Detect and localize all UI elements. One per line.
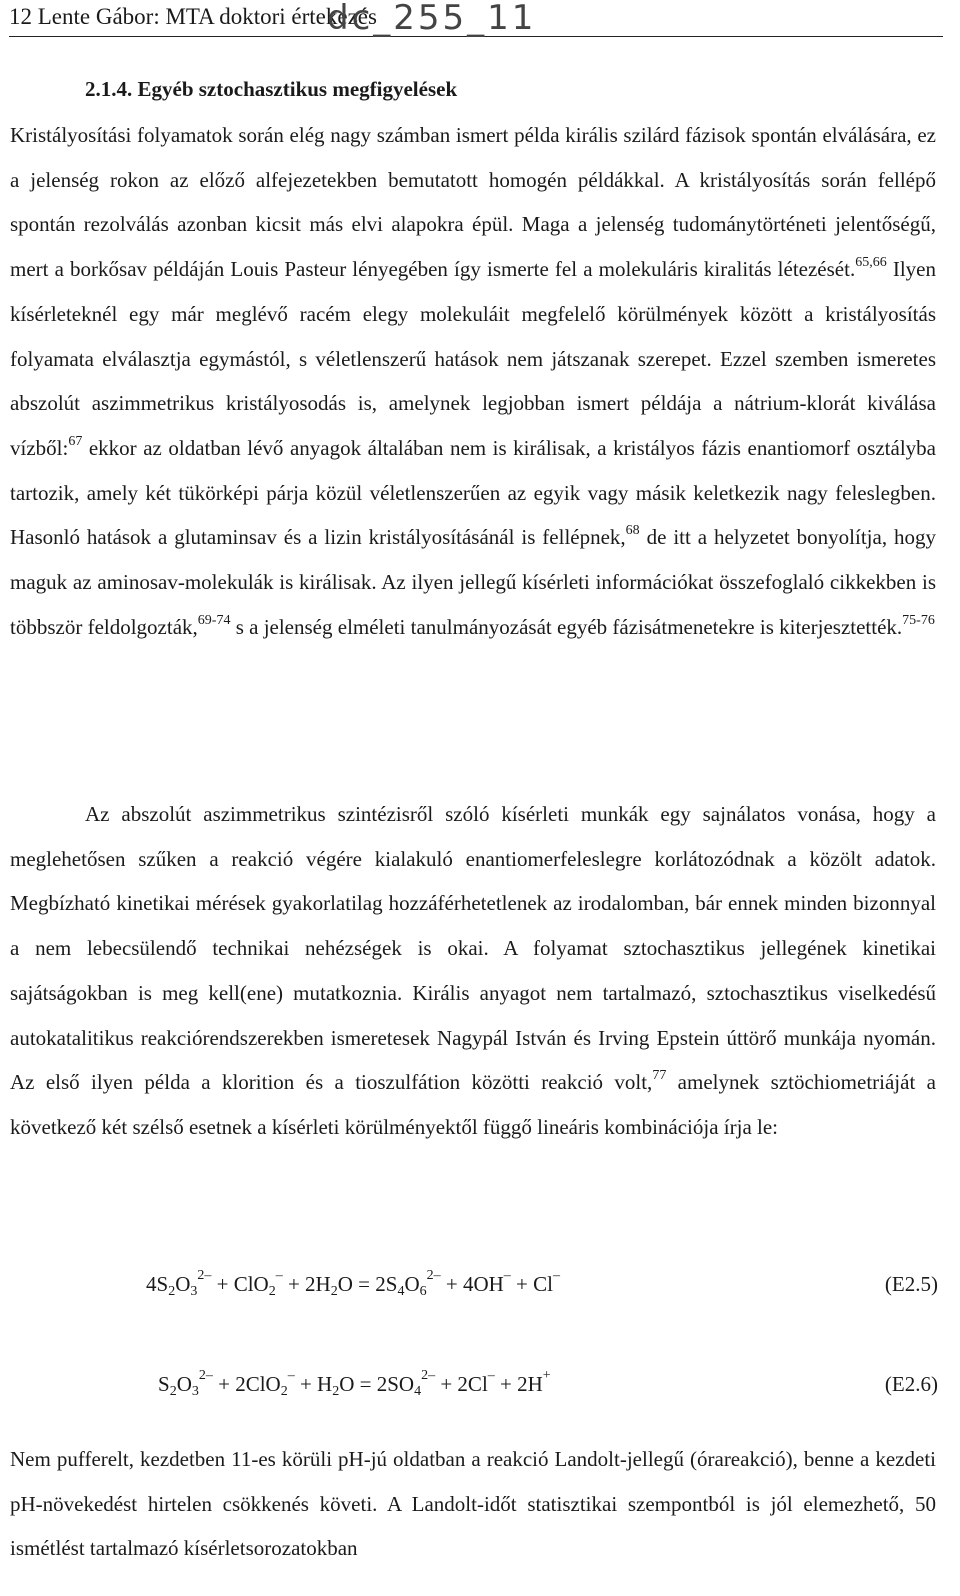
text-run: amelynek sztöchiometriáját a következő két szélső esetnek a kísérleti körülményektől függő lineáris kombinációja írja le: bbox=[10, 1070, 936, 1139]
citation: 67 bbox=[68, 433, 83, 449]
text-run: Kristályosítási folyamatok során elég nagy számban ismert példa királis szilárd fázisok spontán elválására, ez a jelenség rokon az előző alfejezetekben bemutatott homogén példákkal. A kristályosítás során fellépő spontán rezolválás azonban kicsit más elvi alapokra épül. Maga a jelenség tudománytörténeti jelentőségű, mert a borkősav példáján Louis Pasteur lényegében így ismerte fel a molekuláris kiralitás létezését. bbox=[10, 123, 936, 282]
citation: 77 bbox=[652, 1068, 667, 1084]
eq-text: + 2Cl bbox=[435, 1372, 488, 1396]
eq-text: + Cl bbox=[510, 1272, 553, 1296]
eq-charge: – bbox=[287, 1368, 295, 1383]
citation: 68 bbox=[625, 523, 640, 539]
eq-subscript: 2 bbox=[280, 1384, 288, 1399]
eq-text: + 2H bbox=[494, 1372, 543, 1396]
text-run: s a jelenség elméleti tanulmányozását egyéb fázisátmenetekre is kiterjesztették. bbox=[230, 614, 903, 639]
eq-subscript: 2 bbox=[168, 1284, 176, 1299]
eq-subscript: 3 bbox=[191, 1384, 199, 1399]
eq-text: O = 2SO bbox=[339, 1372, 415, 1396]
section-title: 2.1.4. Egyéb sztochasztikus megfigyelések bbox=[85, 77, 458, 101]
eq-charge: – bbox=[487, 1368, 495, 1383]
citation: 69-74 bbox=[197, 612, 231, 628]
text-run: Ilyen kísérleteknél egy már meglévő racém elegy molekuláit megfelelő körülmények között a kristályosítás folyamata elválasztja egymástól, s véletlenszerű hatások nem játszanak szerepet. Ezzel szemben ismeretes abszolút aszimmetrikus kristályosodás is, amelynek legjobban ismert példája a nátrium-klorát kiválása vízből: bbox=[10, 257, 936, 460]
eq-text: 4S bbox=[146, 1272, 169, 1296]
running-title: 12 Lente Gábor: MTA doktori értekezés bbox=[9, 4, 377, 29]
eq-charge: 2– bbox=[198, 1368, 213, 1383]
eq-text: O bbox=[175, 1272, 191, 1296]
eq-text: + H bbox=[294, 1372, 333, 1396]
eq-text: O bbox=[176, 1372, 192, 1396]
citation: 65,66 bbox=[855, 255, 887, 271]
eq-text: + 2H bbox=[282, 1272, 331, 1296]
eq-text: O bbox=[404, 1272, 420, 1296]
paragraph-3 bbox=[10, 1437, 936, 1571]
eq-subscript: 4 bbox=[397, 1284, 405, 1299]
page-header bbox=[9, 2, 943, 37]
citation: 75-76 bbox=[902, 612, 935, 628]
eq-subscript: 4 bbox=[414, 1384, 422, 1399]
equation-e2-6 bbox=[0, 1368, 960, 1412]
eq-charge: + bbox=[542, 1368, 551, 1383]
equation-formula bbox=[146, 1268, 560, 1299]
eq-charge: – bbox=[552, 1268, 560, 1283]
eq-subscript: 2 bbox=[332, 1384, 340, 1399]
document-id-watermark: dc_255_11 bbox=[327, 0, 537, 38]
eq-text: + 4OH bbox=[440, 1272, 504, 1296]
eq-charge: – bbox=[503, 1268, 511, 1283]
eq-charge: 2– bbox=[426, 1268, 441, 1283]
eq-text: + ClO bbox=[211, 1272, 269, 1296]
paragraph-2 bbox=[10, 792, 936, 1150]
text-run: Nem pufferelt, kezdetben 11-es körüli pH-jú oldatban a reakció Landolt-jellegű (órareakció), benne a kezdeti pH-növekedést hirtelen csökkenés követi. A Landolt-időt statisztikai szempontból is jól elemezhető, 50 ismétlést tartalmazó kísérletsorozatokban bbox=[10, 1447, 936, 1561]
eq-charge: 2– bbox=[197, 1268, 212, 1283]
equation-label: (E2.5) bbox=[884, 1272, 938, 1296]
eq-charge: 2– bbox=[421, 1368, 436, 1383]
eq-subscript: 2 bbox=[169, 1384, 177, 1399]
eq-text: + 2ClO bbox=[212, 1372, 281, 1396]
eq-subscript: 2 bbox=[268, 1284, 276, 1299]
eq-subscript: 6 bbox=[419, 1284, 427, 1299]
eq-charge: – bbox=[275, 1268, 283, 1283]
equation-label: (E2.6) bbox=[884, 1372, 938, 1396]
eq-subscript: 2 bbox=[330, 1284, 338, 1299]
equation-formula bbox=[158, 1368, 551, 1399]
text-run: ekkor az oldatban lévő anyagok általában nem is királisak, a kristályos fázis enantiomorf osztályba tartozik, amely két tükörképi párja közül véletlenszerűen az egyik vagy másik keletkezik nagy feleslegben. Hasonló hatások a glutaminsav és a lizin kristályosításánál is fellépnek, bbox=[10, 435, 936, 550]
paragraph-1 bbox=[10, 113, 936, 649]
equation-e2-5 bbox=[0, 1268, 960, 1312]
text-run: Az abszolút aszimmetrikus szintézisről szóló kísérleti munkák egy sajnálatos vonása, hogy a meglehetősen szűken a reakció végére kialakuló enantiomerfeleslegre korlátozódnak a közölt adatok. Megbízható kinetikai mérések gyakorlatilag hozzáférhetetlenek az irodalomban, bár ennek minden bizonnyal a nem lebecsülendő technikai nehézségek is okai. A folyamat sztochasztikus jellegének kinetikai sajátságokban is meg kell(ene) mutatkoznia. Királis anyagot nem tartalmazó, sztochasztikus viselkedésű autokatalitikus reakciórendszerekben ismeretesek Nagypál István és Irving Epstein úttörő munkája nyomán. Az első ilyen példa a klorition és a tioszulfátion közötti reakció volt, bbox=[10, 802, 936, 1095]
eq-text: O = 2S bbox=[337, 1272, 398, 1296]
eq-text: S bbox=[158, 1372, 170, 1396]
text-run: de itt a helyzetet bonyolítja, hogy maguk az aminosav-molekulák is királisak. Az ilyen jellegű kísérleti információkat összefoglaló cikkekben is többször feldolgozták, bbox=[10, 525, 936, 639]
eq-subscript: 3 bbox=[190, 1284, 198, 1299]
